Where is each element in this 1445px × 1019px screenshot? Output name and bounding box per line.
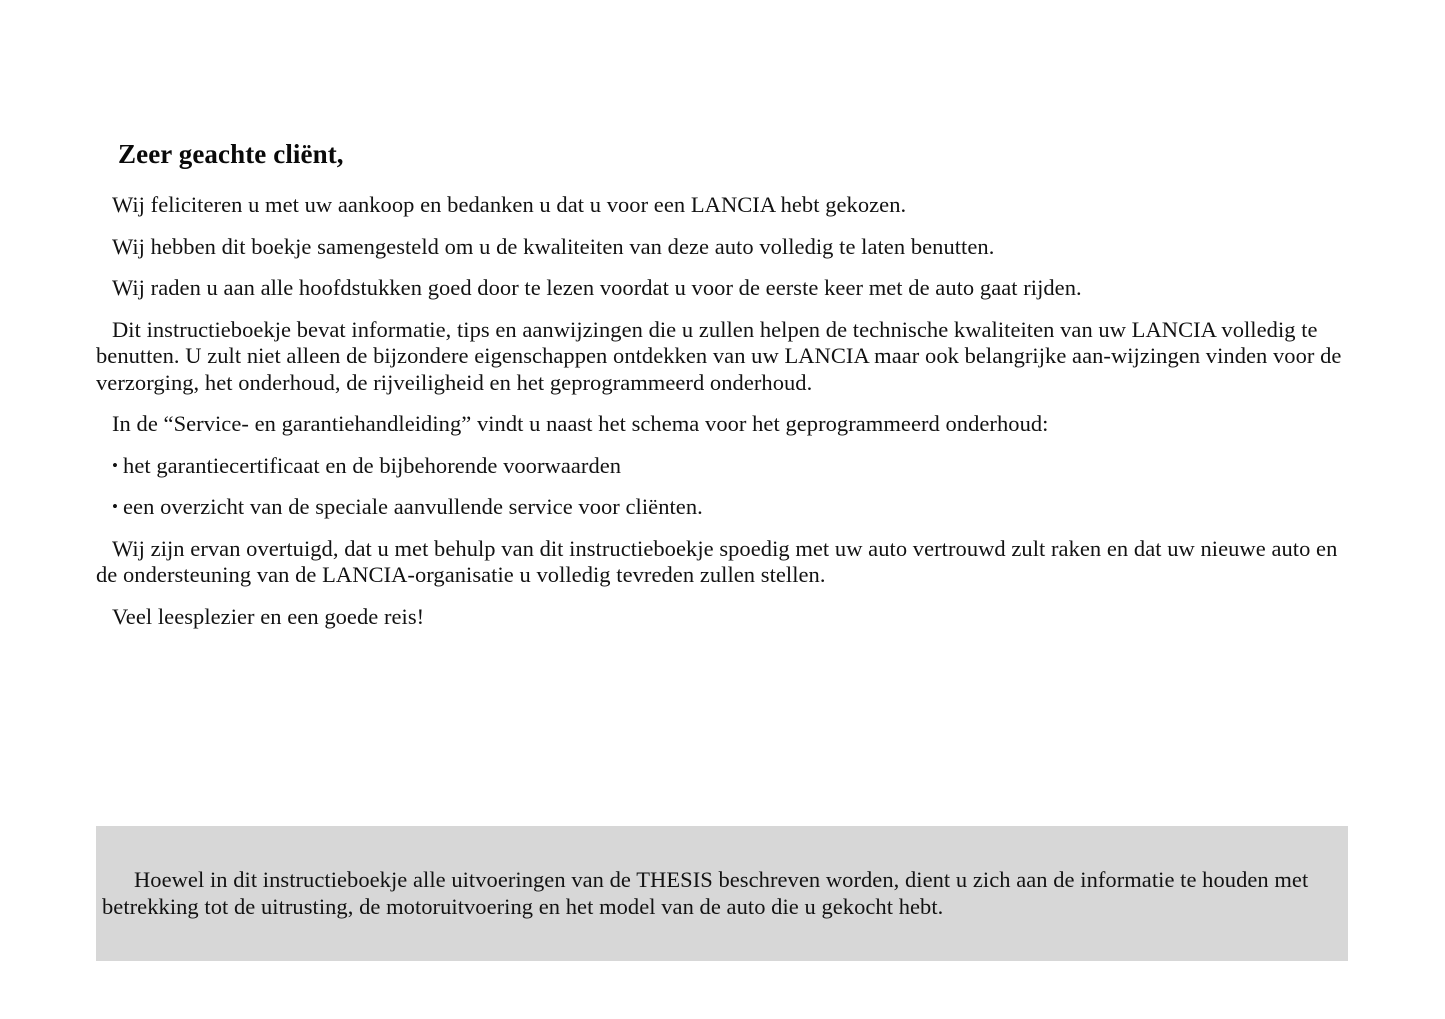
paragraph-technical-info: Dit instructieboekje bevat informatie, tips en aanwijzingen die u zullen helpen de technische kwaliteiten van uw LANCIA volledig te benutten. U zult niet alleen de bijzondere eigenschappen ontdekken van uw LANCIA maar ook belangrijke aan-wijzingen vinden voor de verzorging, het onderhoud, de rijveiligheid en het geprogrammeerd onderhoud. (96, 316, 1342, 395)
document-body (96, 138, 1358, 645)
bullet-icon: • (112, 455, 119, 475)
page-title: Zeer geachte cliënt, (118, 139, 344, 169)
paragraph-confidence-closing: Wij zijn ervan overtuigd, dat u met behulp van dit instructieboekje spoedig met uw auto vertrouwd zult raken en dat uw nieuwe auto en de ondersteuning van de LANCIA-organisatie u volledig tevreden zullen stellen. (96, 535, 1338, 588)
list-item-label: een overzicht van de speciale aanvullende service voor cliënten. (123, 494, 703, 520)
paragraph-service-warranty-intro: In de “Service- en garantiehandleiding” vindt u naast het schema voor het geprogrammeerd onderhoud: (112, 411, 1049, 437)
list-item-label: het garantiecertificaat en de bijbehorende voorwaarden (123, 452, 622, 478)
list-item (96, 494, 1358, 521)
bullet-icon: • (112, 497, 119, 517)
notice-box-text: Hoewel in dit instructieboekje alle uitvoeringen van de THESIS beschreven worden, dient u zich aan de informatie te houden met betrekking tot de uitrusting, de motoruitvoering en het model van de auto die u gekocht hebt. (102, 867, 1309, 919)
list-item (96, 453, 1358, 480)
paragraph-farewell: Veel leesplezier en een goede reis! (112, 603, 425, 629)
notice-box (96, 826, 1348, 961)
paragraph-greeting: Wij feliciteren u met uw aankoop en bedanken u dat u voor een LANCIA hebt gekozen. (112, 192, 907, 218)
paragraph-read-chapters: Wij raden u aan alle hoofdstukken goed door te lezen voordat u voor de eerste keer met de auto gaat rijden. (112, 275, 1082, 301)
paragraph-booklet-purpose: Wij hebben dit boekje samengesteld om u de kwaliteiten van deze auto volledig te laten benutten. (112, 233, 995, 259)
